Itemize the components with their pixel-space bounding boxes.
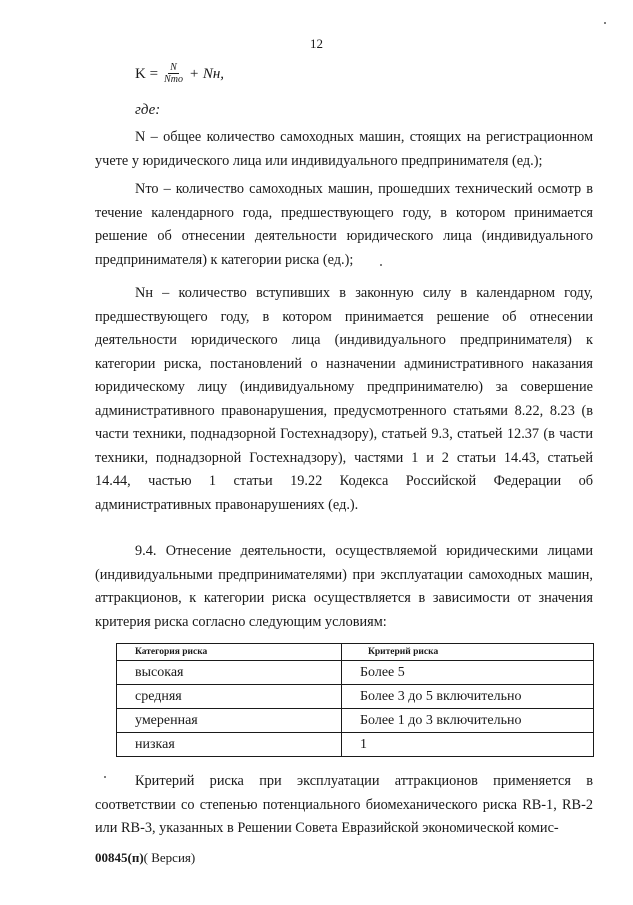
table-cell-criterion: Более 1 до 3 включительно — [342, 709, 594, 733]
paragraph-text: Nто – количество самоходных машин, прошедших технический осмотр в течение календарного года, предшествующего году, в котором принимается решение об отнесении деятельности юридического лица (индивидуального предпринимателя) к категории риска (ед.); — [95, 181, 593, 268]
formula-fraction — [162, 62, 185, 86]
table-row — [117, 661, 594, 685]
table-header-criterion: Критерий риска — [342, 644, 594, 661]
paragraph-text: Критерий риска при эксплуатации аттракционов применяется в соответствии со степенью потенциального биомеханического риска RB-1, RB-2 или RB-3, указанных в Решении Совета Евразийской экономической комис- — [95, 773, 593, 836]
paragraph-n-definition — [95, 126, 593, 173]
table-row — [117, 733, 594, 757]
paragraph-nto-definition — [95, 178, 593, 272]
table-header-category: Категория риска — [117, 644, 342, 661]
table-cell-category: низкая — [117, 733, 342, 757]
where-label: где: — [135, 102, 161, 118]
paragraph-9-4 — [95, 540, 593, 634]
risk-formula — [135, 62, 224, 86]
scan-speck — [604, 22, 606, 24]
formula-numerator: N — [170, 62, 177, 73]
table-cell-criterion: 1 — [342, 733, 594, 757]
paragraph-attractions-criterion — [95, 770, 593, 841]
paragraph-text: 9.4. Отнесение деятельности, осуществляемой юридическими лицами (индивидуальными предпринимателями) при эксплуатации самоходных машин, аттракционов, к категории риска осуществляется в зависимости от значения критерия риска согласно следующим условиям: — [95, 543, 593, 630]
footer-code: 00845(п) — [95, 850, 144, 865]
risk-category-table — [116, 643, 594, 757]
table-cell-category: средняя — [117, 685, 342, 709]
table-cell-category: умеренная — [117, 709, 342, 733]
table-cell-criterion: Более 3 до 5 включительно — [342, 685, 594, 709]
formula-denominator: Nто — [164, 74, 183, 85]
table-row — [117, 709, 594, 733]
formula-rhs: + Nн, — [188, 65, 225, 82]
table-cell-category: высокая — [117, 661, 342, 685]
footer-version: ( Версия) — [143, 850, 196, 865]
table-cell-criterion: Более 5 — [342, 661, 594, 685]
paragraph-text: Nн – количество вступивших в законную силу в календарном году, предшествующего году, в котором принимается решение об отнесении деятельности юридического лица (индивидуального предпринимателя) к категории риска, постановлений о назначении административного наказания юридическому лицу (индивидуальному предпринимателю) за совершение административного правонарушения, предусмотренного статьями 8.22, 8.23 (в части техники, поднадзорной Гостехнадзору), статьей 9.3, статьей 12.37 (в части техники, поднадзорной Гостехнадзору), частями 1 и 2 статьи 14.43, статьей 14.44, частью 1 статьи 19.22 Кодекса Российской Федерации об административных правонарушениях (ед.). — [95, 285, 593, 513]
table-row — [117, 685, 594, 709]
paragraph-nn-definition — [95, 282, 593, 517]
paragraph-text: N – общее количество самоходных машин, стоящих на регистрационном учете у юридического лица или индивидуального предпринимателя (ед.); — [95, 129, 593, 169]
scan-speck — [380, 264, 382, 266]
page-number: 12 — [310, 36, 323, 51]
scan-speck — [104, 776, 106, 778]
formula-lhs: K = — [135, 65, 159, 82]
table-header-row — [117, 644, 594, 661]
document-footer — [95, 850, 195, 866]
